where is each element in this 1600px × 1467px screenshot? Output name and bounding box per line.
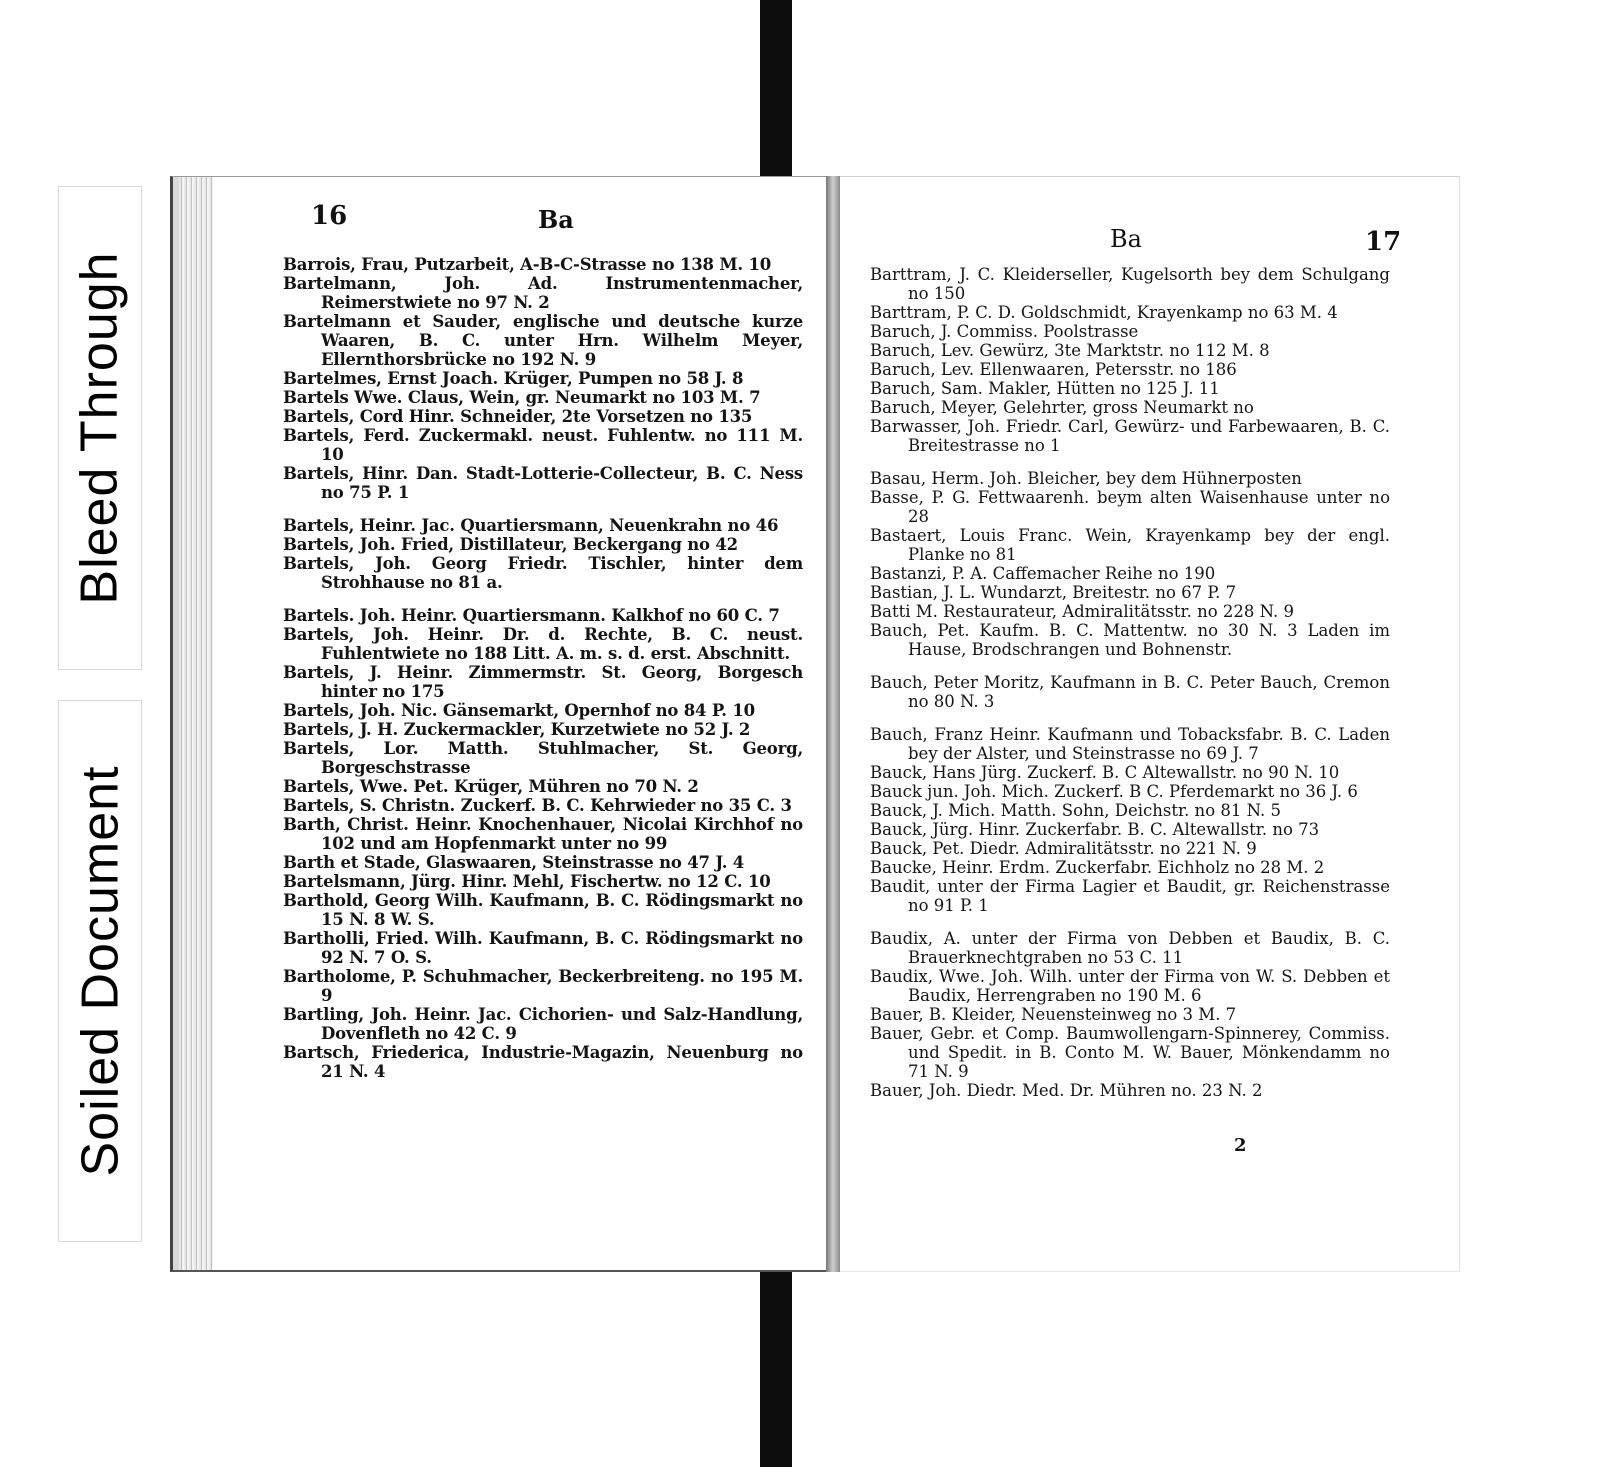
directory-entry: Bauch, Peter Moritz, Kaufmann in B. C. Peter Bauch, Cremon no 80 N. 3 (870, 673, 1390, 711)
directory-entry: Bauck jun. Joh. Mich. Zuckerf. B C. Pferdemarkt no 36 J. 6 (870, 782, 1358, 801)
directory-entry: Bartels, Joh. Georg Friedr. Tischler, hinter dem Strohhause no 81 a. (283, 554, 803, 592)
directory-entry: Barth, Christ. Heinr. Knochenhauer, Nicolai Kirchhof no 102 und am Hopfenmarkt unter no 99 (283, 815, 803, 853)
directory-entry: Barth et Stade, Glaswaaren, Steinstrasse no 47 J. 4 (283, 853, 745, 872)
bleed-through-text: Bleed Through (71, 251, 129, 605)
directory-entry: Bartels, J. Heinr. Zimmermstr. St. Georg, Borgesch hinter no 175 (283, 663, 803, 701)
directory-entry: Bauer, B. Kleider, Neuensteinweg no 3 M. 7 (870, 1005, 1237, 1024)
directory-entry: Baruch, Lev. Gewürz, 3te Marktstr. no 112 M. 8 (870, 341, 1270, 360)
right-page (840, 176, 1460, 1272)
directory-entry: Bauck, Pet. Diedr. Admiralitätsstr. no 221 N. 9 (870, 839, 1257, 858)
soiled-document-text: Soiled Document (71, 765, 129, 1177)
directory-entry: Baudix, Wwe. Joh. Wilh. unter der Firma von W. S. Debben et Baudix, Herrengraben no 190 M. 6 (870, 967, 1390, 1005)
directory-entry: Bastaert, Louis Franc. Wein, Krayenkamp bey der engl. Planke no 81 (870, 526, 1390, 564)
directory-entry: Bartling, Joh. Heinr. Jac. Cichorien- und Salz-Handlung, Dovenfleth no 42 C. 9 (283, 1005, 803, 1043)
bleed-through-label (58, 186, 142, 670)
directory-entry: Barwasser, Joh. Friedr. Carl, Gewürz- und Farbewaaren, B. C. Breitestrasse no 1 (870, 417, 1390, 455)
directory-entry: Bartels, Lor. Matth. Stuhlmacher, St. Georg, Borgeschstrasse (283, 739, 803, 777)
directory-entry: Barttram, P. C. D. Goldschmidt, Krayenkamp no 63 M. 4 (870, 303, 1338, 322)
directory-entry: Barttram, J. C. Kleiderseller, Kugelsorth bey dem Schulgang no 150 (870, 265, 1390, 303)
signature-mark: 2 (1234, 1135, 1247, 1156)
directory-entry: Bartholli, Fried. Wilh. Kaufmann, B. C. Rödingsmarkt no 92 N. 7 O. S. (283, 929, 803, 967)
right-page-number: 17 (1365, 227, 1402, 257)
soiled-document-label (58, 700, 142, 1242)
directory-entry: Bartels, Joh. Nic. Gänsemarkt, Opernhof no 84 P. 10 (283, 701, 755, 720)
directory-entry: Baudix, A. unter der Firma von Debben et Baudix, B. C. Brauerknechtgraben no 53 C. 11 (870, 929, 1390, 967)
directory-entry: Baruch, Lev. Ellenwaaren, Petersstr. no 186 (870, 360, 1237, 379)
left-page (170, 176, 830, 1272)
directory-entry: Bartels, Joh. Fried, Distillateur, Beckergang no 42 (283, 535, 738, 554)
right-entry-list (870, 265, 1390, 1100)
directory-entry: Bartels. Joh. Heinr. Quartiersmann. Kalkhof no 60 C. 7 (283, 606, 780, 625)
right-running-head: Ba (1110, 225, 1142, 253)
directory-entry: Bartels, Heinr. Jac. Quartiersmann, Neuenkrahn no 46 (283, 516, 779, 535)
directory-entry: Bartelmann et Sauder, englische und deutsche kurze Waaren, B. C. unter Hrn. Wilhelm Meyer, Ellernthorsbrücke no 192 N. 9 (283, 312, 803, 369)
binding-spine-top (760, 0, 792, 182)
directory-entry: Bartels, Ferd. Zuckermakl. neust. Fuhlentw. no 111 M. 10 (283, 426, 803, 464)
directory-entry: Bartels Wwe. Claus, Wein, gr. Neumarkt no 103 M. 7 (283, 388, 761, 407)
directory-entry: Bartelmann, Joh. Ad. Instrumentenmacher, Reimerstwiete no 97 N. 2 (283, 274, 803, 312)
directory-entry: Baruch, J. Commiss. Poolstrasse (870, 322, 1139, 341)
directory-entry: Bartels, S. Christn. Zuckerf. B. C. Kehrwieder no 35 C. 3 (283, 796, 792, 815)
directory-entry: Baruch, Meyer, Gelehrter, gross Neumarkt no (870, 398, 1254, 417)
directory-entry: Baruch, Sam. Makler, Hütten no 125 J. 11 (870, 379, 1220, 398)
directory-entry: Bauch, Pet. Kaufm. B. C. Mattentw. no 30 N. 3 Laden im Hause, Brodschrangen und Bohnenstr. (870, 621, 1390, 659)
directory-entry: Bartels, Wwe. Pet. Krüger, Mühren no 70 N. 2 (283, 777, 699, 796)
directory-entry: Basse, P. G. Fettwaarenh. beym alten Waisenhause unter no 28 (870, 488, 1390, 526)
left-entry-list (283, 255, 803, 1081)
directory-entry: Bauer, Gebr. et Comp. Baumwollengarn-Spinnerey, Commiss. und Spedit. in B. Conto M. W. Bauer, Mönkendamm no 71 N. 9 (870, 1024, 1390, 1081)
directory-entry: Bartels, J. H. Zuckermackler, Kurzetwiete no 52 J. 2 (283, 720, 751, 739)
directory-entry: Bauch, Franz Heinr. Kaufmann und Tobacksfabr. B. C. Laden bey der Alster, und Steinstrasse no 69 J. 7 (870, 725, 1390, 763)
left-running-head: Ba (538, 205, 574, 234)
directory-entry: Barrois, Frau, Putzarbeit, A-B-C-Strasse no 138 M. 10 (283, 255, 772, 274)
directory-entry: Bartholome, P. Schuhmacher, Beckerbreiteng. no 195 M. 9 (283, 967, 803, 1005)
directory-entry: Baudit, unter der Firma Lagier et Baudit, gr. Reichenstrasse no 91 P. 1 (870, 877, 1390, 915)
left-page-number: 16 (311, 201, 348, 231)
binding-spine-bottom (760, 1268, 792, 1467)
directory-entry: Bartels, Joh. Heinr. Dr. d. Rechte, B. C. neust. Fuhlentwiete no 188 Litt. A. m. s. d. erst. Abschnitt. (283, 625, 803, 663)
directory-entry: Bauck, J. Mich. Matth. Sohn, Deichstr. no 81 N. 5 (870, 801, 1281, 820)
directory-entry: Bartels, Cord Hinr. Schneider, 2te Vorsetzen no 135 (283, 407, 753, 426)
directory-entry: Bauer, Joh. Diedr. Med. Dr. Mühren no. 23 N. 2 (870, 1081, 1263, 1100)
directory-entry: Bartels, Hinr. Dan. Stadt-Lotterie-Collecteur, B. C. Ness no 75 P. 1 (283, 464, 803, 502)
directory-entry: Bastian, J. L. Wundarzt, Breitestr. no 67 P. 7 (870, 583, 1237, 602)
directory-entry: Baucke, Heinr. Erdm. Zuckerfabr. Eichholz no 28 M. 2 (870, 858, 1325, 877)
left-page-header (173, 195, 830, 235)
directory-entry: Bartelmes, Ernst Joach. Krüger, Pumpen no 58 J. 8 (283, 369, 744, 388)
directory-entry: Bauck, Hans Jürg. Zuckerf. B. C Altewallstr. no 90 N. 10 (870, 763, 1340, 782)
page-gutter (826, 176, 840, 1272)
directory-entry: Bartelsmann, Jürg. Hinr. Mehl, Fischertw. no 12 C. 10 (283, 872, 771, 891)
directory-entry: Bauck, Jürg. Hinr. Zuckerfabr. B. C. Altewallstr. no 73 (870, 820, 1320, 839)
directory-entry: Barthold, Georg Wilh. Kaufmann, B. C. Rödingsmarkt no 15 N. 8 W. S. (283, 891, 803, 929)
right-page-header (840, 195, 1459, 257)
directory-entry: Basau, Herm. Joh. Bleicher, bey dem Hühnerposten (870, 469, 1302, 488)
directory-entry: Bastanzi, P. A. Caffemacher Reihe no 190 (870, 564, 1216, 583)
directory-entry: Bartsch, Friederica, Industrie-Magazin, Neuenburg no 21 N. 4 (283, 1043, 803, 1081)
directory-entry: Batti M. Restaurateur, Admiralitätsstr. no 228 N. 9 (870, 602, 1295, 621)
